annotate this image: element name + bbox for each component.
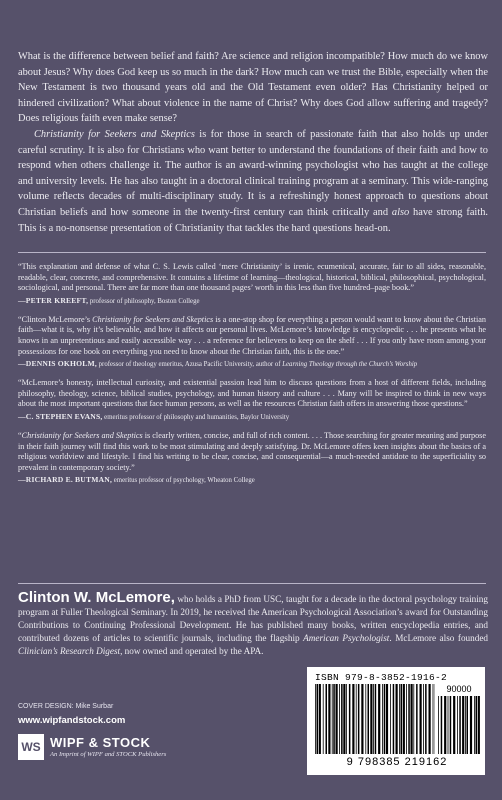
author-bio: Clinton W. McLemore, who holds a PhD from USC, taught for a decade in the doctoral psychology training program at Fuller Theological Seminary. In 2019, he received the American Psychological Association’s award for Outstanding Contributions to Continuing Professional Development. He has published many books, written encyclopedia entries, and contributed dozens of articles to scientific journals, including the flagship American Psychologist. McLemore also founded Clinician’s Research Digest, now owned and operated by the APA. xyxy=(18,589,489,656)
barcode-bar xyxy=(341,684,343,754)
barcode-bar xyxy=(352,684,354,754)
barcode-bar xyxy=(368,684,370,754)
barcode-bar xyxy=(384,684,386,754)
barcode-bar xyxy=(333,684,335,754)
barcode-bar xyxy=(375,684,377,754)
barcode-bar xyxy=(470,696,472,754)
barcode-bar xyxy=(408,684,410,754)
barcode-bar xyxy=(323,684,324,754)
barcode-bar xyxy=(336,684,338,754)
barcode-bar xyxy=(319,684,321,754)
barcode-bar xyxy=(425,684,427,754)
publisher-name: WIPF & STOCK xyxy=(50,735,151,750)
barcode-bar xyxy=(378,684,380,754)
barcode-bar xyxy=(393,684,395,754)
barcode-bar xyxy=(356,684,357,754)
publisher-block xyxy=(18,734,188,776)
barcode-bar xyxy=(462,696,464,754)
barcode-bar xyxy=(332,684,333,754)
endorsement xyxy=(18,315,486,369)
barcode-bar xyxy=(411,684,413,754)
barcode-bar xyxy=(317,684,319,754)
divider-rule-bottom xyxy=(18,583,486,584)
endorsement-attribution: —PETER KREEFT, professor of philosophy, Boston College xyxy=(18,295,200,305)
barcode-bar xyxy=(361,684,363,754)
barcode-bar xyxy=(346,684,347,754)
barcode-bar xyxy=(467,696,469,754)
barcode-bar xyxy=(474,696,475,754)
endorsement-attribution: —C. STEPHEN EVANS, emeritus professor of philosophy and humanities, Baylor University xyxy=(18,411,290,421)
publisher-website: www.wipfandstock.com xyxy=(18,715,126,726)
endorsement-attribution: —DENNIS OKHOLM, professor of theology emeritus, Azusa Pacific University, author of Learning Theology through the Church’s Worship xyxy=(18,359,418,369)
barcode-bar xyxy=(465,696,466,754)
endorsement-text: “McLemore’s honesty, intellectual curiosity, and existential passion lead him to discuss questions from a host of different fields, including philosophy, theology, science, biblical studies, psychology, and human history and culture . . . Many will be inspired to think in new ways about the most important questions that face human persons, as well as the resources Christian faith offers in answering those questions.” xyxy=(18,378,486,409)
endorsements xyxy=(18,262,486,494)
barcode-bar xyxy=(343,684,345,754)
barcode-bar xyxy=(390,684,391,754)
barcode-bar xyxy=(365,684,366,754)
barcode-bar xyxy=(416,684,418,754)
endorsement-text: “Christianity for Seekers and Skeptics is clearly written, concise, and full of rich content. . . . Those searching for greater meaning and purpose in their faith journey will find this work to be most stimulating and deeply satisfying. Dr. McLemore offers keen insights about the basics of a religious worldview and lifestyle. I find his writing to be clear, concise, and consequential—a much-needed antidote to the superficiality so prevalent in contemporary society.” xyxy=(18,430,486,472)
barcode-bar xyxy=(399,684,400,754)
barcode-addon-bars xyxy=(438,696,480,754)
endorsement-text: “This explanation and defense of what C. S. Lewis called ‘mere Christianity’ is irenic, ecumenical, accurate, fair to all sides, reasonable, readable, clear, concrete, and comprehensive. It contains a lifetime of learning—theological, historical, biblical, philosophical, psychological, sociological, and personal. There are far more than one thousand pages’ worth in this less than five hundred–page book.” xyxy=(18,262,486,293)
wipf-and-stock-logo-icon: WS xyxy=(18,734,44,760)
barcode-bar xyxy=(382,684,383,754)
blurb-paragraph-2: Christianity for Seekers and Skeptics is for those in search of passionate faith that also holds up under careful scrutiny. It is also for Christians who want better to understand the foundations of their faith and how to respond when others challenge it. The author is an award-winning psychologist who has taught at the college and university levels. He has also taught in a doctoral clinical training program at a seminary. This wide-ranging volume reflects decades of multi-disciplinary study. It is a refreshingly honest approach to questions about Christian beliefs and how someone in the twenty-first century can think critically and also have strong faith. This is a no-nonsense presentation of Christianity that tackles the hard questions head-on. xyxy=(18,128,488,234)
barcode-bar xyxy=(396,684,398,754)
endorsement xyxy=(18,262,486,306)
barcode-bar xyxy=(459,696,461,754)
barcode-bar xyxy=(478,696,480,754)
barcode-bar xyxy=(339,684,340,754)
divider-rule-top xyxy=(18,252,486,253)
blurb xyxy=(18,49,488,236)
barcode-bar xyxy=(476,696,478,754)
barcode-bar xyxy=(433,684,434,754)
barcode-bar xyxy=(328,684,330,754)
barcode-bar xyxy=(401,684,403,754)
endorsement xyxy=(18,378,486,422)
barcode-bar xyxy=(406,684,407,754)
cover-design-credit: COVER DESIGN: Mike Surbar xyxy=(18,703,114,710)
blurb-book-title: Christianity for Seekers and Skeptics xyxy=(34,128,195,140)
blurb-paragraph-1: What is the difference between belief and faith? Are science and religion incompatible? How much do we know about Jesus? Why does God keep us so much in the dark? How much can we trust the Bible, especially when the New Testament is two thousand years old and the Old Testament even older? Has Christianity helped or hindered civilization? What about violence in the name of Christ? Why does God allow suffering and tragedy? Does religious faith even make sense? xyxy=(18,51,488,125)
barcode-bar xyxy=(441,696,443,754)
barcode-bar xyxy=(420,684,422,754)
endorsement xyxy=(18,431,486,485)
barcode-bar xyxy=(429,684,431,754)
barcode-bar xyxy=(438,696,439,754)
barcode-bars xyxy=(315,684,435,754)
barcode-bar xyxy=(444,696,446,754)
price-code: 90000 xyxy=(446,684,472,694)
barcode-bar xyxy=(370,684,372,754)
endorsement-text: “Clinton McLemore’s Christianity for Seekers and Skeptics is a one-stop shop for everything a person would want to know about the Christian faith—what it is, why it’s believable, and how it affects our personal lives. McLemore’s knowledge is encyclopedic . . . he presents what he knows in an unpretentious and easily accessible way . . . a reference for believers to keep on the shelf . . . If you only have room among your possessions for one book on everything you need to know about the Christian faith, this is the one.” xyxy=(18,314,486,356)
barcode-bar xyxy=(373,684,374,754)
barcode xyxy=(307,667,485,775)
barcode-digits: 9 798385 219162 xyxy=(346,756,448,768)
barcode-bar xyxy=(349,684,351,754)
author-name: Clinton W. McLemore, xyxy=(18,589,175,606)
barcode-bar xyxy=(423,684,424,754)
barcode-bar xyxy=(326,684,328,754)
endorsement-attribution: —RICHARD E. BUTMAN, emeritus professor of psychology, Wheaton College xyxy=(18,475,255,485)
barcode-bar xyxy=(403,684,405,754)
barcode-bar xyxy=(315,684,316,754)
barcode-bar xyxy=(450,696,452,754)
barcode-bar xyxy=(413,684,414,754)
barcode-bar xyxy=(358,684,360,754)
barcode-bar xyxy=(457,696,458,754)
barcode-bar xyxy=(386,684,388,754)
barcode-bar xyxy=(448,696,449,754)
isbn-label: ISBN 979-8-3852-1916-2 xyxy=(315,672,448,683)
publisher-tagline: An Imprint of WIPF and STOCK Publishers xyxy=(50,751,167,758)
barcode-bar xyxy=(453,696,455,754)
